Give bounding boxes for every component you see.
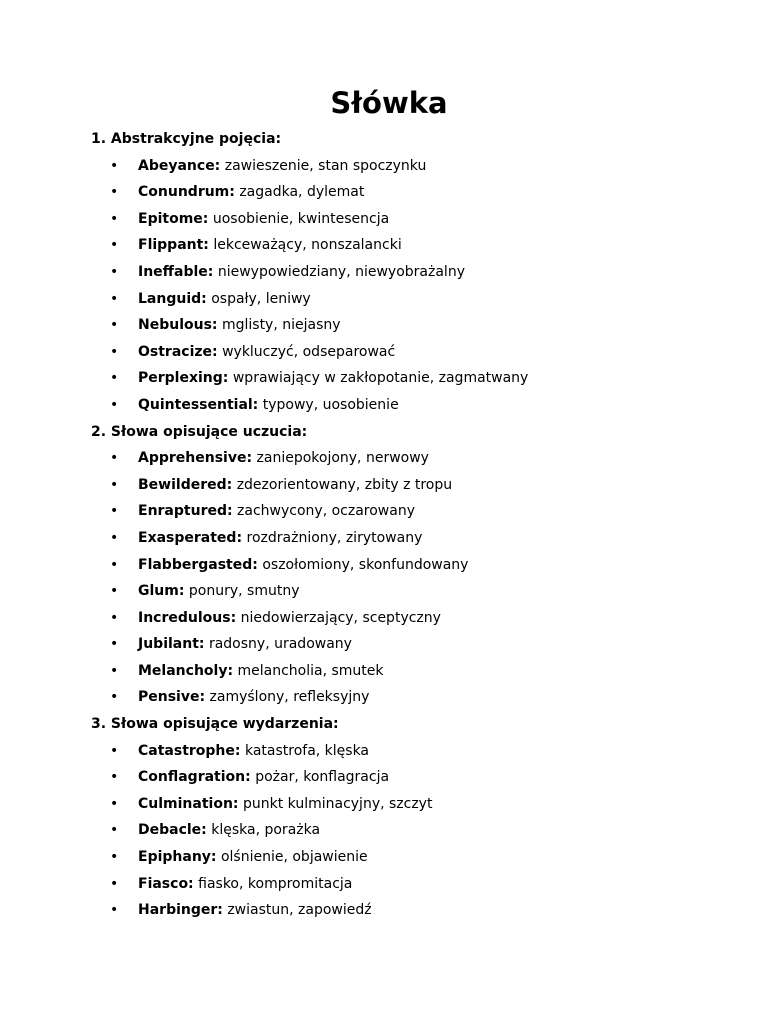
term-word: Harbinger: [138,902,223,919]
bullet-icon: • [110,769,119,786]
list-item [91,658,731,685]
list-item [91,897,731,924]
term-definition: wykluczyć, odseparować [222,343,396,360]
list-item [91,206,731,233]
term-word: Perplexing: [138,370,229,387]
term-word: Quintessential: [138,396,259,413]
term-definition: ospały, leniwy [211,290,311,307]
term-word: Culmination: [138,795,239,812]
term-definition: punkt kulminacyjny, szczyt [242,795,433,812]
term-definition: niewypowiedziany, niewyobrażalny [217,263,465,280]
list-item [91,312,731,339]
term-definition: oszołomiony, skonfundowany [262,556,469,573]
term-definition: zawieszenie, stan spoczynku [224,157,427,174]
list-item [91,684,731,711]
term-definition: typowy, uosobienie [262,396,399,413]
list-item [91,738,731,765]
bullet-icon: • [110,476,119,493]
term-definition: katastrofa, klęska [244,742,370,759]
list-item [91,286,731,313]
bullet-icon: • [110,583,119,600]
term-word: Bewildered: [138,476,233,493]
term-definition: fiasko, kompromitacja [198,875,353,892]
bullet-icon: • [110,210,119,227]
list-item [91,259,731,286]
term-word: Ineffable: [138,263,214,280]
bullet-icon: • [110,184,119,201]
bullet-icon: • [110,742,119,759]
list-item [91,764,731,791]
term-definition: zwiastun, zapowiedź [227,902,372,919]
bullet-icon: • [110,290,119,307]
list-item [91,791,731,818]
bullet-icon: • [110,902,119,919]
list-item [91,817,731,844]
term-definition: lekceważący, nonszalancki [213,237,402,254]
term-word: Pensive: [138,689,206,706]
list-item [91,525,731,552]
list-item [91,392,731,419]
term-word: Languid: [138,290,207,307]
term-word: Debacle: [138,822,207,839]
term-definition: zaniepokojony, nerwowy [256,450,429,467]
term-definition: zagadka, dylemat [239,184,365,201]
term-definition: pożar, konflagracja [255,769,390,786]
term-definition: rozdrażniony, zirytowany [246,529,423,546]
term-word: Conundrum: [138,184,235,201]
bullet-icon: • [110,689,119,706]
term-word: Apprehensive: [138,450,253,467]
term-word: Exasperated: [138,529,243,546]
term-definition: uosobienie, kwintesencja [212,210,390,227]
term-definition: niedowierzający, sceptyczny [240,609,441,626]
bullet-icon: • [110,263,119,280]
list-item [91,844,731,871]
list-item [91,153,731,180]
list-item [91,631,731,658]
term-definition: zamyślony, refleksyjny [209,689,370,706]
term-word: Epitome: [138,210,209,227]
term-word: Conflagration: [138,769,251,786]
term-word: Catastrophe: [138,742,241,759]
list-item [91,871,731,898]
bullet-icon: • [110,237,119,254]
list-item [91,498,731,525]
term-word: Jubilant: [138,636,205,653]
term-word: Ostracize: [138,343,218,360]
bullet-icon: • [110,396,119,413]
list-item [91,445,731,472]
list-item [91,365,731,392]
bullet-icon: • [110,503,119,520]
term-definition: zdezorientowany, zbity z tropu [236,476,453,493]
bullet-icon: • [110,609,119,626]
list-item [91,232,731,259]
list-item [91,605,731,632]
document-body [91,126,731,924]
term-list [91,153,731,419]
bullet-icon: • [110,795,119,812]
term-word: Incredulous: [138,609,237,626]
term-word: Abeyance: [138,157,221,174]
list-item [91,578,731,605]
list-item [91,552,731,579]
term-definition: radosny, uradowany [208,636,352,653]
term-word: Flabbergasted: [138,556,258,573]
list-item [91,472,731,499]
bullet-icon: • [110,157,119,174]
term-word: Melancholy: [138,662,234,679]
bullet-icon: • [110,662,119,679]
term-list [91,738,731,924]
bullet-icon: • [110,636,119,653]
term-word: Glum: [138,583,185,600]
term-word: Flippant: [138,237,209,254]
section-feelings [91,419,731,712]
bullet-icon: • [110,556,119,573]
bullet-icon: • [110,849,119,866]
term-word: Nebulous: [138,317,218,334]
term-word: Enraptured: [138,503,233,520]
term-definition: wprawiający w zakłopotanie, zagmatwany [232,370,529,387]
list-item [91,179,731,206]
term-definition: mglisty, niejasny [221,317,341,334]
list-item [91,339,731,366]
bullet-icon: • [110,343,119,360]
term-definition: melancholia, smutek [237,662,384,679]
term-list [91,445,731,711]
term-word: Fiasco: [138,875,194,892]
section-events [91,711,731,924]
bullet-icon: • [110,822,119,839]
section-heading: 2. Słowa opisujące uczucia: [91,423,308,440]
bullet-icon: • [110,370,119,387]
section-heading: 1. Abstrakcyjne pojęcia: [91,131,282,147]
term-word: Epiphany: [138,849,217,866]
term-definition: zachwycony, oczarowany [237,503,415,520]
bullet-icon: • [110,875,119,892]
page-title: Słówka [330,86,448,120]
bullet-icon: • [110,450,119,467]
bullet-icon: • [110,529,119,546]
section-heading: 3. Słowa opisujące wydarzenia: [91,716,339,733]
term-definition: olśnienie, objawienie [220,849,368,866]
term-definition: ponury, smutny [188,583,300,600]
bullet-icon: • [110,317,119,334]
section-abstract-concepts [91,126,731,419]
term-definition: klęska, porażka [211,822,321,839]
